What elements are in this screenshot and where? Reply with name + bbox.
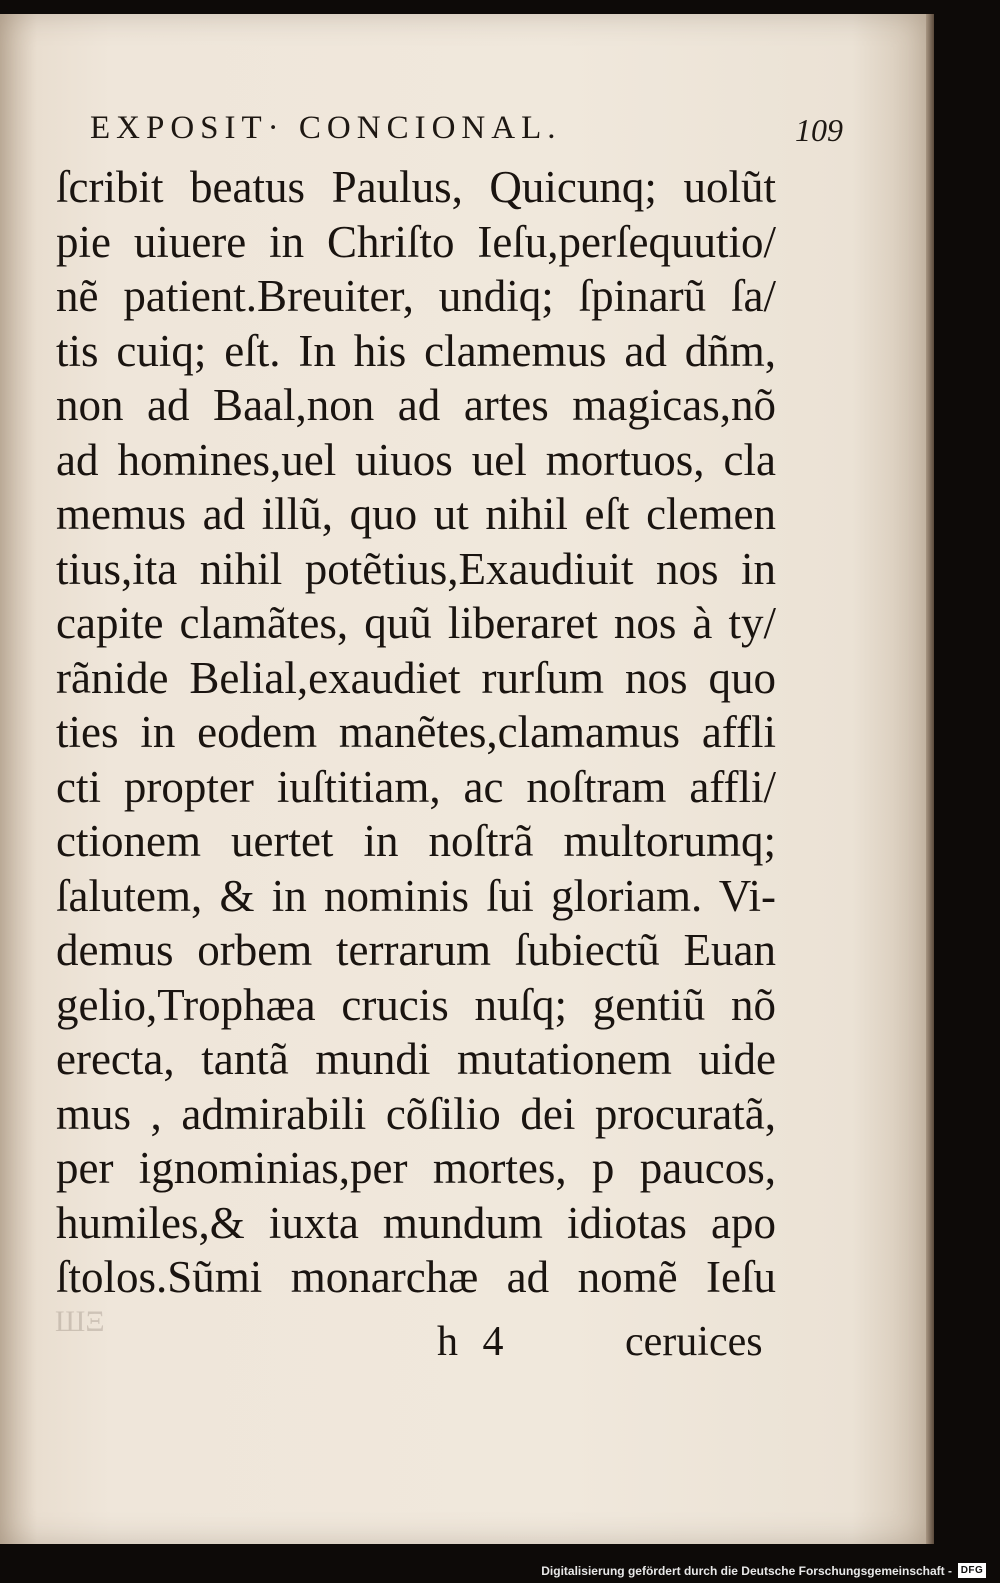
footer-bar bbox=[0, 1557, 1000, 1583]
text-line: memus ad illũ, quo ut nihil eſt clemen bbox=[56, 489, 776, 539]
text-line: tis cuiq; eſt. In his clamemus ad dñm, bbox=[56, 325, 776, 376]
running-head: EXPOSIT· CONCIONAL. bbox=[90, 110, 562, 146]
text-line: pie uiuere in Chriſto Ieſu,perſequutio/ bbox=[56, 216, 776, 267]
text-line: non ad Baal,non ad artes magicas,nõ bbox=[56, 380, 776, 430]
text-line: ad homines,uel uiuos uel mortuos, cla bbox=[56, 434, 776, 485]
text-line: ſalutem, & in nominis ſui gloriam. Vi- bbox=[56, 870, 776, 921]
bleed-through-text: ΞШ bbox=[55, 1305, 105, 1338]
text-line: ties in eodem manẽtes,clamamus affli bbox=[56, 707, 776, 757]
catchword: ceruices bbox=[625, 1319, 763, 1365]
text-line: ctionem uertet in noſtrã multorumq; bbox=[56, 816, 776, 866]
text-line: ſcribit beatus Paulus, Quicunq; uolũt bbox=[56, 162, 776, 212]
dfg-logo-icon: DFG bbox=[958, 1563, 986, 1578]
text-line: demus orbem terrarum ſubiectũ Euan bbox=[56, 925, 776, 975]
text-line: nẽ patient.Breuiter, undiq; ſpinarũ ſa/ bbox=[56, 271, 776, 321]
folio-number: 109 bbox=[795, 112, 843, 148]
text-line: cti propter iuſtitiam, ac noſtram affli/ bbox=[56, 761, 776, 812]
text-line: erecta, tantã mundi mutationem uide bbox=[56, 1034, 776, 1084]
signature-mark: h 4 bbox=[437, 1319, 504, 1365]
text-line: gelio,Trophæa crucis nuſq; gentiũ nõ bbox=[56, 979, 776, 1030]
text-line: tius,ita nihil potẽtius,Exaudiuit nos in bbox=[56, 543, 776, 594]
text-line: ſtolos.Sũmi monarchæ ad nomẽ Ieſu bbox=[56, 1252, 776, 1302]
text-line: per ignominias,per mortes, p paucos, bbox=[56, 1143, 776, 1193]
page-edge-shadow bbox=[926, 14, 934, 1544]
footer-credit: Digitalisierung gefördert durch die Deutsche Forschungsgemeinschaft - bbox=[541, 1564, 952, 1578]
text-line: rãnide Belial,exaudiet rurſum nos quo bbox=[56, 652, 776, 703]
text-line: capite clamãtes, quũ liberaret nos à ty/ bbox=[56, 598, 776, 648]
body-text bbox=[56, 160, 776, 1305]
text-line: humiles,& iuxta mundum idiotas apo bbox=[56, 1197, 776, 1248]
text-line: mus , admirabili cõſilio dei procuratã, bbox=[56, 1088, 776, 1139]
